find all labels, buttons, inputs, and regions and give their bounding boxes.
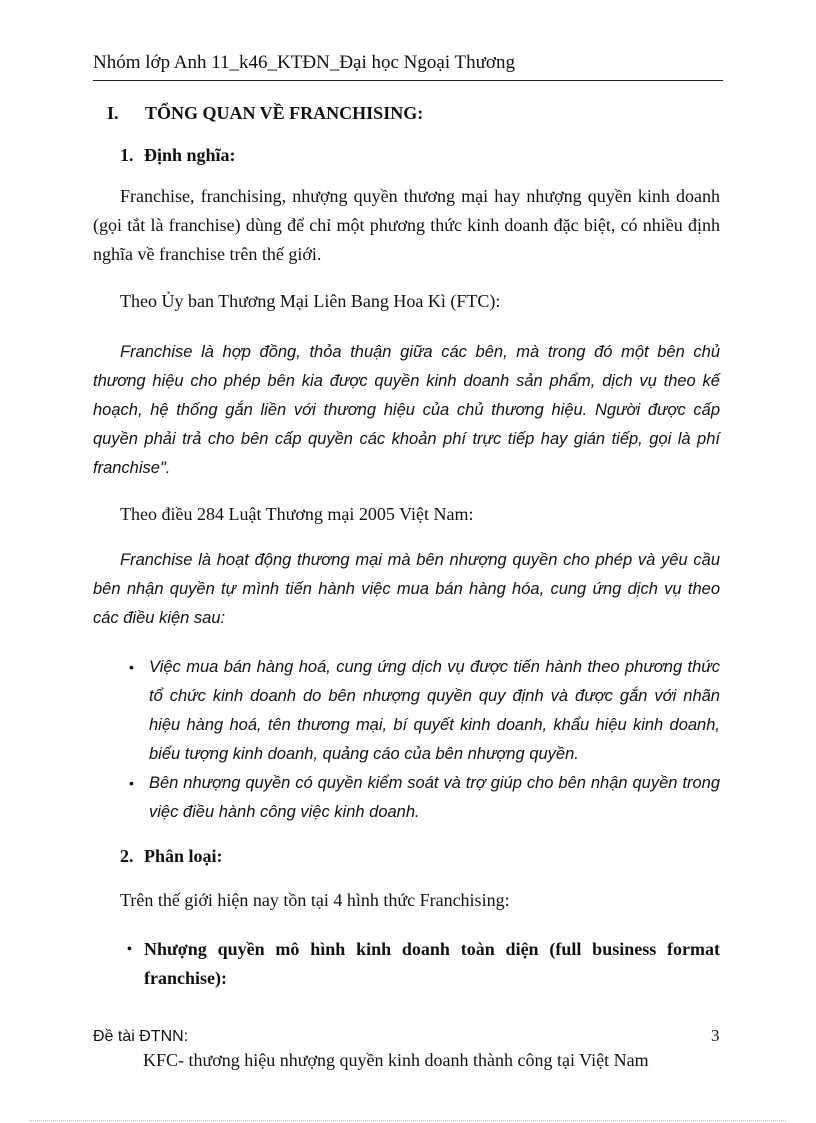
section-heading [107, 103, 423, 124]
subsection-number: 1. [120, 145, 134, 165]
header-divider [93, 80, 723, 81]
franchise-type-text: Nhượng quyền mô hình kinh doanh toàn diện (full business format franchise): [144, 939, 720, 988]
intro-paragraph: Franchise, franchising, nhượng quyền thương mại hay nhượng quyền kinh doanh (gọi tắt là franchise) dùng để chỉ một phương thức kinh doanh đặc biệt, có nhiều định nghĩa về franchise trên thế giới. [93, 186, 720, 264]
footer-label: Đề tài ĐTNN: [93, 1028, 189, 1045]
bullet-icon: • [129, 775, 134, 791]
section-number: I. [107, 103, 119, 123]
subsection-heading-definition [120, 145, 236, 166]
footer-title: KFC- thương hiệu nhượng quyền kinh doanh thành công tại Việt Nam [143, 1050, 649, 1070]
list-item [93, 769, 720, 827]
list-item [93, 653, 720, 769]
list-item-text: Bên nhượng quyền có quyền kiểm soát và trợ giúp cho bên nhận quyền trong việc điều hành công việc kinh doanh. [149, 774, 720, 821]
subsection-title: Định nghĩa: [144, 145, 236, 165]
law-definition: Franchise là hoạt động thương mại mà bên nhượng quyền cho phép và yêu cầu bên nhận quyền tự mình tiến hành việc mua bán hàng hóa, cung ứng dịch vụ theo các điều kiện sau: [93, 551, 720, 627]
page-header: Nhóm lớp Anh 11_k46_KTĐN_Đại học Ngoại Thương [93, 52, 515, 73]
list-item-text: Việc mua bán hàng hoá, cung ứng dịch vụ được tiến hành theo phương thức tổ chức kinh doanh do bên nhượng quyền quy định và được gắn với nhãn hiệu hàng hoá, tên thương mại, bí quyết kinh doanh, khẩu hiệu kinh doanh, biểu tượng kinh doanh, quảng cáo của bên nhượng quyền. [149, 658, 720, 763]
franchise-type-item [93, 935, 720, 993]
ftc-definition: Franchise là hợp đồng, thỏa thuận giữa các bên, mà trong đó một bên chủ thương hiệu cho phép bên kia được quyền kinh doanh sản phẩm, dịch vụ theo kế hoạch, hệ thống gắn liền với thương hiệu của chủ thương hiệu. Người được cấp quyền phải trả cho bên cấp quyền các khoản phí trực tiếp hay gián tiếp, gọi là phí franchise". [93, 343, 720, 477]
ftc-heading: Theo Ủy ban Thương Mại Liên Bang Hoa Kì (FTC): [120, 291, 501, 311]
subsection-title: Phân loại: [144, 846, 223, 866]
section-title: TỔNG QUAN VỀ FRANCHISING: [145, 103, 424, 123]
subsection-heading-classification [120, 846, 223, 867]
classification-intro: Trên thế giới hiện nay tồn tại 4 hình thức Franchising: [120, 890, 510, 910]
page-number: 3 [711, 1026, 720, 1045]
conditions-list [93, 653, 720, 827]
page-bottom-divider [30, 1120, 786, 1121]
law-heading: Theo điều 284 Luật Thương mại 2005 Việt Nam: [120, 504, 474, 524]
bullet-icon: • [127, 942, 132, 957]
subsection-number: 2. [120, 846, 134, 866]
bullet-icon: • [129, 659, 134, 675]
